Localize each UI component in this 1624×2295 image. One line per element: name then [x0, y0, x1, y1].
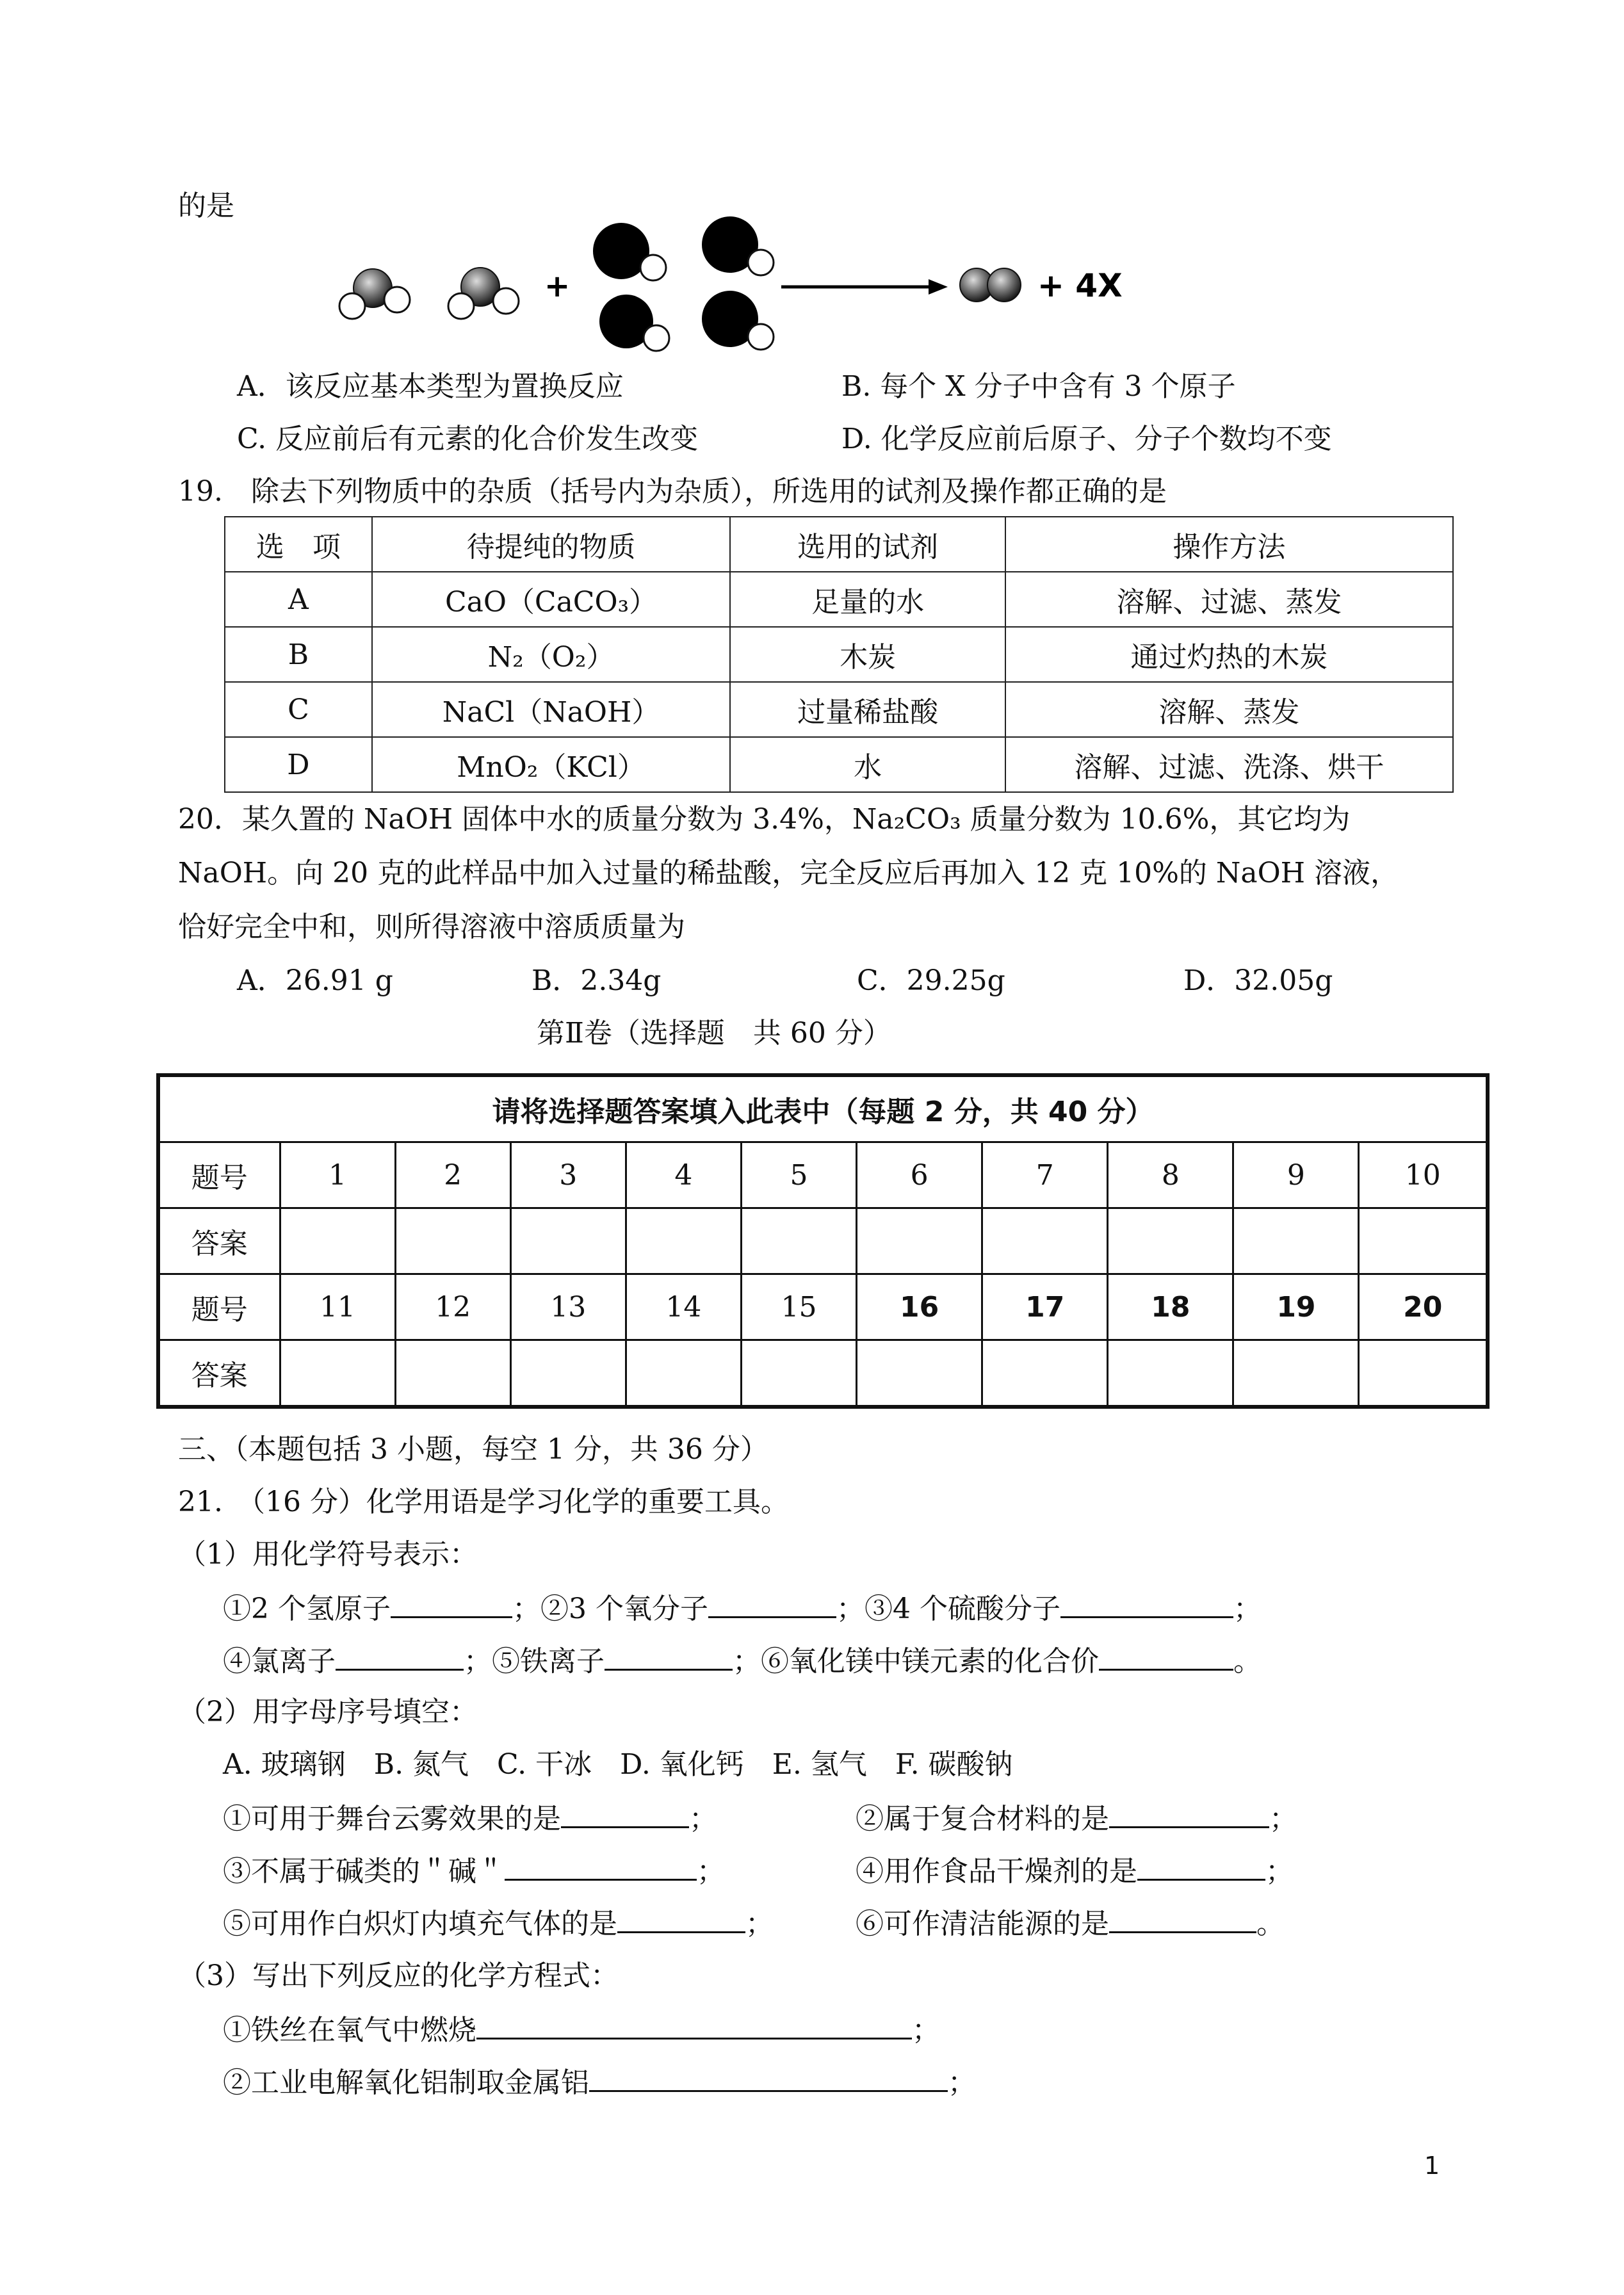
q21-part1-row1: [223, 1588, 1262, 1628]
question-number: 7: [982, 1142, 1108, 1208]
prompt-text: ；⑤铁离子: [464, 1645, 605, 1678]
reactant-molecule-1: [339, 269, 410, 319]
prompt-text: ①可用于舞台云雾效果的是: [223, 1803, 561, 1835]
q21-part2-item-5: [223, 1903, 774, 1943]
answer-cell[interactable]: [626, 1340, 741, 1407]
row-label-number: 题号: [158, 1274, 280, 1340]
table-cell: N₂（O₂）: [372, 627, 731, 682]
q18-option-a: A．该反应基本类型为置换反应: [237, 370, 624, 403]
table-cell: NaCl（NaOH）: [372, 682, 731, 737]
table-cell: 溶解、过滤、蒸发: [1005, 572, 1453, 627]
question-number: 10: [1359, 1142, 1488, 1208]
table-cell: D: [225, 737, 372, 792]
table-row: [158, 1274, 1488, 1340]
answer-cell[interactable]: [1108, 1208, 1233, 1274]
table-row: [225, 572, 1453, 627]
table-row: [158, 1208, 1488, 1274]
q21-part1-title: （1）用化学符号表示：: [178, 1538, 478, 1571]
reactant-molecule-4: [702, 216, 774, 275]
q20-option-d: D．32.05g: [1183, 964, 1333, 997]
answer-cell[interactable]: [741, 1208, 856, 1274]
q18-option-c: C. 反应前后有元素的化合价发生改变: [237, 423, 699, 455]
punctuation: ；: [745, 1908, 774, 1940]
punctuation: ；: [912, 2014, 940, 2047]
prompt-text: ；③4 个硫酸分子: [836, 1593, 1060, 1625]
question-number: 18: [1108, 1274, 1233, 1340]
answer-blank[interactable]: [617, 1903, 745, 1933]
table-row: [158, 1142, 1488, 1208]
table-row: [225, 737, 1453, 792]
question-number: 8: [1108, 1142, 1233, 1208]
question-number: 12: [395, 1274, 510, 1340]
q19-header-method: 操作方法: [1005, 517, 1453, 572]
answer-blank[interactable]: [336, 1641, 464, 1671]
prompt-text: ④氯离子: [223, 1645, 336, 1678]
answer-cell[interactable]: [857, 1208, 982, 1274]
q20-option-b: B．2.34g: [532, 964, 662, 997]
question-number: 15: [741, 1274, 856, 1340]
answer-cell[interactable]: [280, 1340, 395, 1407]
section-2-title: 第Ⅱ卷（选择题 共 60 分）: [537, 1017, 891, 1050]
table-cell: 通过灼热的木炭: [1005, 627, 1453, 682]
q19-table-header: [225, 517, 1453, 572]
q19-table: [224, 516, 1454, 793]
question-number: 16: [857, 1274, 982, 1340]
table-cell: A: [225, 572, 372, 627]
row-label-number: 题号: [158, 1142, 280, 1208]
prompt-text: ⑥可作清洁能源的是: [856, 1908, 1109, 1940]
prompt-text: ④用作食品干燥剂的是: [856, 1855, 1137, 1888]
prompt-text: ②工业电解氧化铝制取金属铝: [223, 2066, 589, 2099]
question-number: 11: [280, 1274, 395, 1340]
q21-part1-row2: [223, 1641, 1262, 1681]
punctuation: ；: [948, 2066, 976, 2099]
punctuation: ；: [1233, 1593, 1262, 1625]
q18-option-b: B. 每个 X 分子中含有 3 个原子: [841, 370, 1236, 403]
q21-stem: 21. （16 分）化学用语是学习化学的重要工具。: [178, 1486, 789, 1518]
table-row: [225, 682, 1453, 737]
answer-blank[interactable]: [1060, 1588, 1233, 1618]
table-cell: 水: [730, 737, 1005, 792]
answer-cell[interactable]: [1233, 1340, 1359, 1407]
answer-cell[interactable]: [857, 1340, 982, 1407]
table-row: [158, 1340, 1488, 1407]
q20-line-1: 20．某久置的 NaOH 固体中水的质量分数为 3.4%，Na₂CO₃ 质量分数为 10.6%，其它均为: [178, 803, 1351, 836]
answer-cell[interactable]: [280, 1208, 395, 1274]
table-cell: 溶解、过滤、洗涤、烘干: [1005, 737, 1453, 792]
question-number: 3: [510, 1142, 626, 1208]
q19-header-option: 选 项: [225, 517, 372, 572]
reactant-molecule-6: [702, 291, 774, 350]
table-cell: MnO₂（KCl）: [372, 737, 731, 792]
reactant-molecule-3: [593, 223, 666, 280]
question-number: 9: [1233, 1142, 1359, 1208]
row-label-answer: 答案: [158, 1208, 280, 1274]
q19-header-substance: 待提纯的物质: [372, 517, 731, 572]
answer-cell[interactable]: [395, 1208, 510, 1274]
prompt-text: ⑤可用作白炽灯内填充气体的是: [223, 1908, 617, 1940]
punctuation: ；: [1269, 1803, 1297, 1835]
q21-part2-item-2: [856, 1798, 1297, 1838]
reaction-arrow-head: [929, 279, 948, 295]
table-row: [225, 627, 1453, 682]
q18-option-d: D. 化学反应前后原子、分子个数均不变: [841, 423, 1332, 455]
table-cell: B: [225, 627, 372, 682]
q18-stem-tail: 的是: [178, 190, 234, 222]
q21-part2-item-4: [856, 1851, 1294, 1891]
q20-line-2: NaOH。向 20 克的此样品中加入过量的稀盐酸，完全反应后再加入 12 克 10%的 NaOH 溶液，: [178, 857, 1399, 889]
section-3-title: 三、（本题包括 3 小题，每空 1 分，共 36 分）: [178, 1433, 768, 1466]
answer-blank[interactable]: [476, 2009, 912, 2040]
question-number: 4: [626, 1142, 741, 1208]
punctuation: ；: [689, 1803, 717, 1835]
prompt-text: ③不属于碱类的＂碱＂: [223, 1855, 505, 1888]
q19-header-reagent: 选用的试剂: [730, 517, 1005, 572]
table-cell: CaO（CaCO₃）: [372, 572, 731, 627]
answer-blank[interactable]: [1099, 1641, 1233, 1671]
answer-table-title: 请将选择题答案填入此表中（每题 2 分，共 40 分）: [158, 1075, 1488, 1142]
answer-cell[interactable]: [1359, 1340, 1488, 1407]
q21-part2-item-6: [856, 1903, 1285, 1943]
q21-part2-choices: A. 玻璃钢 B. 氮气 C. 干冰 D. 氧化钙 E. 氢气 F. 碳酸钠: [223, 1748, 1013, 1781]
reactant-molecule-5: [599, 295, 669, 351]
table-cell: C: [225, 682, 372, 737]
plus-sign: +: [544, 268, 571, 304]
prompt-text: ②属于复合材料的是: [856, 1803, 1109, 1835]
answer-cell[interactable]: [1233, 1208, 1359, 1274]
answer-cell[interactable]: [510, 1208, 626, 1274]
answer-blank[interactable]: [1109, 1903, 1256, 1933]
q21-part3-title: （3）写出下列反应的化学方程式：: [178, 1959, 619, 1992]
answer-table: [156, 1073, 1490, 1409]
answer-blank[interactable]: [1109, 1798, 1269, 1828]
q21-part2-title: （2）用字母序号填空：: [178, 1696, 478, 1728]
question-number: 14: [626, 1274, 741, 1340]
answer-cell[interactable]: [1359, 1208, 1488, 1274]
punctuation: 。: [1256, 1908, 1285, 1940]
punctuation: 。: [1233, 1645, 1262, 1678]
question-number: 2: [395, 1142, 510, 1208]
answer-blank[interactable]: [708, 1588, 836, 1618]
q20-line-3: 恰好完全中和，则所得溶液中溶质质量为: [178, 911, 685, 943]
product-molecule: [960, 268, 1021, 302]
table-cell: 木炭: [730, 627, 1005, 682]
row-label-answer: 答案: [158, 1340, 280, 1407]
table-cell: 溶解、蒸发: [1005, 682, 1453, 737]
prompt-text: ；⑥氧化镁中镁元素的化合价: [733, 1645, 1099, 1678]
q19-stem: 19. 除去下列物质中的杂质（括号内为杂质），所选用的试剂及操作都正确的是: [178, 475, 1167, 508]
table-cell: 足量的水: [730, 572, 1005, 627]
prompt-text: ①铁丝在氧气中燃烧: [223, 2014, 476, 2047]
reaction-diagram: [333, 211, 1165, 359]
q21-part2-item-1: [223, 1798, 717, 1838]
q21-part3-item-2: [223, 2062, 976, 2102]
question-number: 20: [1359, 1274, 1488, 1340]
answer-blank[interactable]: [505, 1851, 697, 1881]
answer-blank[interactable]: [561, 1798, 689, 1828]
page-number: 1: [1424, 2152, 1440, 2180]
reactant-molecule-2: [448, 268, 519, 319]
prompt-text: ①2 个氢原子: [223, 1593, 391, 1625]
q20-option-c: C．29.25g: [857, 964, 1005, 997]
answer-cell[interactable]: [510, 1340, 626, 1407]
answer-blank[interactable]: [1137, 1851, 1265, 1881]
answer-cell[interactable]: [626, 1208, 741, 1274]
answer-blank[interactable]: [391, 1588, 512, 1618]
question-number: 17: [982, 1274, 1108, 1340]
answer-cell[interactable]: [982, 1208, 1108, 1274]
table-cell: 过量稀盐酸: [730, 682, 1005, 737]
answer-blank[interactable]: [605, 1641, 733, 1671]
q21-part3-item-1: [223, 2009, 940, 2050]
answer-cell[interactable]: [741, 1340, 856, 1407]
punctuation: ；: [1265, 1855, 1294, 1888]
answer-cell[interactable]: [982, 1340, 1108, 1407]
question-number: 6: [857, 1142, 982, 1208]
punctuation: ；: [697, 1855, 725, 1888]
q21-part2-item-3: [223, 1851, 725, 1891]
answer-cell[interactable]: [1108, 1340, 1233, 1407]
question-number: 1: [280, 1142, 395, 1208]
question-number: 19: [1233, 1274, 1359, 1340]
answer-blank[interactable]: [589, 2062, 948, 2092]
answer-cell[interactable]: [395, 1340, 510, 1407]
question-number: 13: [510, 1274, 626, 1340]
question-number: 5: [741, 1142, 856, 1208]
prompt-text: ；②3 个氧分子: [512, 1593, 708, 1625]
product-x-label: + 4X: [1037, 267, 1123, 304]
q20-option-a: A．26.91 g: [237, 964, 393, 997]
